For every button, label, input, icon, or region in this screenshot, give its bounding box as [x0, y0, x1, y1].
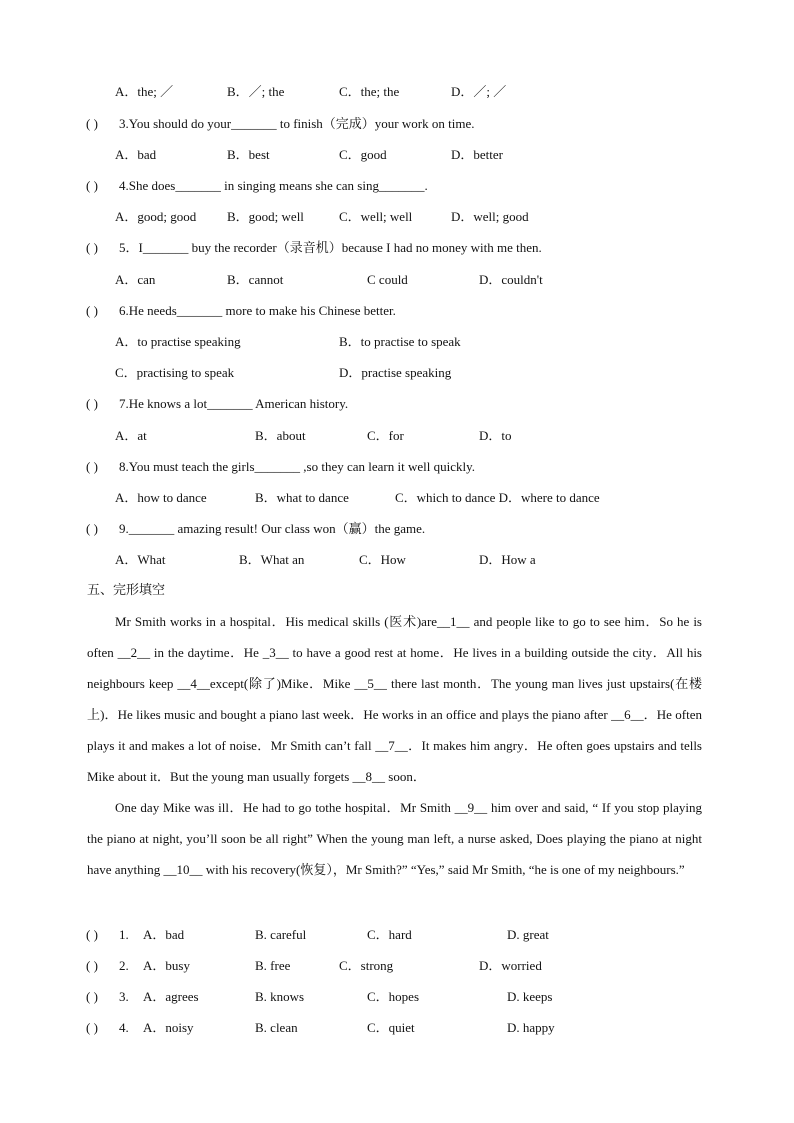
q9-option-a[interactable]: A．What: [115, 552, 166, 567]
q5-option-b[interactable]: B．cannot: [227, 272, 284, 287]
c3-option-c[interactable]: C．hopes: [367, 989, 420, 1004]
q5-option-c[interactable]: C could: [367, 272, 408, 287]
q3-option-a[interactable]: A．bad: [115, 147, 157, 162]
c1-answer-bracket[interactable]: ( ): [86, 927, 98, 942]
c2-option-a[interactable]: A．busy: [143, 958, 190, 973]
q9-question: 9._______ amazing result! Our class won（赢）the game.: [119, 521, 426, 536]
q9-option-d[interactable]: D．How a: [479, 552, 536, 567]
q4-option-c[interactable]: C．well; well: [339, 209, 413, 224]
q5-option-d[interactable]: D．couldn't: [479, 272, 543, 287]
q4-option-d[interactable]: D．well; good: [451, 209, 529, 224]
c1-number: 1.: [119, 927, 129, 942]
q9-option-b[interactable]: B．What an: [239, 552, 305, 567]
q7-option-a[interactable]: A．at: [115, 428, 147, 443]
c1-option-c[interactable]: C．hard: [367, 927, 412, 942]
q8-option-b[interactable]: B．what to dance: [255, 490, 349, 505]
q4-option-a[interactable]: A．good; good: [115, 209, 197, 224]
c3-option-d[interactable]: D. keeps: [507, 989, 553, 1004]
c4-option-b[interactable]: B. clean: [255, 1020, 298, 1035]
q7-option-b[interactable]: B．about: [255, 428, 306, 443]
q6-question: 6.He needs_______ more to make his Chinese better.: [119, 303, 396, 318]
q8-option-a[interactable]: A．how to dance: [115, 490, 207, 505]
q9-answer-bracket[interactable]: ( ): [86, 521, 98, 536]
q3-option-d[interactable]: D．better: [451, 147, 503, 162]
c1-option-a[interactable]: A．bad: [143, 927, 185, 942]
c4-option-c[interactable]: C．quiet: [367, 1020, 415, 1035]
c3-option-a[interactable]: A．agrees: [143, 989, 199, 1004]
q6-answer-bracket[interactable]: ( ): [86, 303, 98, 318]
q5-option-a[interactable]: A．can: [115, 272, 156, 287]
q4-option-b[interactable]: B．good; well: [227, 209, 304, 224]
q2-option-d[interactable]: D．／; ／: [451, 84, 507, 99]
c4-number: 4.: [119, 1020, 129, 1035]
q5-answer-bracket[interactable]: ( ): [86, 240, 98, 255]
c2-option-b[interactable]: B. free: [255, 958, 291, 973]
q6-option-a[interactable]: A．to practise speaking: [115, 334, 241, 349]
q5-question: 5．I_______ buy the recorder（录音机）because I had no money with me then.: [119, 240, 542, 255]
c3-number: 3.: [119, 989, 129, 1004]
q2-option-c[interactable]: C．the; the: [339, 84, 400, 99]
q8-option-c-d[interactable]: C．which to dance D．where to dance: [395, 490, 600, 505]
q2-option-b[interactable]: B．／; the: [227, 84, 285, 99]
q3-option-b[interactable]: B．best: [227, 147, 270, 162]
q4-question: 4.She does_______ in singing means she can sing_______.: [119, 178, 428, 193]
q8-answer-bracket[interactable]: ( ): [86, 459, 98, 474]
c2-option-c[interactable]: C．strong: [339, 958, 394, 973]
q7-question: 7.He knows a lot_______ American history.: [119, 396, 349, 411]
c3-answer-bracket[interactable]: ( ): [86, 989, 98, 1004]
q4-answer-bracket[interactable]: ( ): [86, 178, 98, 193]
c2-number: 2.: [119, 958, 129, 973]
q7-option-d[interactable]: D．to: [479, 428, 512, 443]
cloze-passage-p2-text: One day Mike was ill．He had to go tothe hospital．Mr Smith __9__ him over and said, “ If you stop playing the piano at night, you’ll soon be all right” When the young man left, a nurse asked, Does playing the piano at night have anything __10__ with his recovery(恢复），Mr Smith?” “Yes,” said Mr Smith, “he is one of my neighbours.”: [87, 800, 702, 877]
c4-answer-bracket[interactable]: ( ): [86, 1020, 98, 1035]
c3-option-b[interactable]: B. knows: [255, 989, 305, 1004]
c4-option-d[interactable]: D. happy: [507, 1020, 555, 1035]
cloze-passage-paragraph-2: [87, 792, 702, 885]
c1-option-d[interactable]: D. great: [507, 927, 549, 942]
q6-option-b[interactable]: B．to practise to speak: [339, 334, 461, 349]
q8-question: 8.You must teach the girls_______ ,so they can learn it well quickly.: [119, 459, 476, 474]
c2-option-d[interactable]: D．worried: [479, 958, 542, 973]
cloze-passage-paragraph-1: [87, 606, 702, 792]
c1-option-b[interactable]: B. careful: [255, 927, 307, 942]
c2-answer-bracket[interactable]: ( ): [86, 958, 98, 973]
q3-option-c[interactable]: C．good: [339, 147, 387, 162]
q9-option-c[interactable]: C．How: [359, 552, 406, 567]
c4-option-a[interactable]: A．noisy: [143, 1020, 194, 1035]
cloze-passage-p1-text: Mr Smith works in a hospital．His medical skills (医术)are__1__ and people like to go to see him．So he is often __2__ in the daytime．He _3__ to have a good rest at home．He lives in a building outside the city．All his neighbours keep __4__except(除了)Mike．Mike __5__ there last month．The young man lives just upstairs(在楼上)．He likes music and bought a piano last week．He works in an office and plays the piano after __6__．He often plays it and makes a lot of noise．Mr Smith can’t fall __7__．It makes him angry．He often goes upstairs and tells Mike about it．But the young man usually forgets __8__ soon．: [87, 614, 702, 784]
section-heading-cloze: 五、完形填空: [87, 583, 166, 598]
q2-option-a[interactable]: A．the; ／: [115, 84, 174, 99]
q6-option-d[interactable]: D．practise speaking: [339, 365, 452, 380]
q7-option-c[interactable]: C．for: [367, 428, 404, 443]
q3-answer-bracket[interactable]: ( ): [86, 116, 98, 131]
q3-question: 3.You should do your_______ to finish（完成）your work on time.: [119, 116, 475, 131]
q7-answer-bracket[interactable]: ( ): [86, 396, 98, 411]
q6-option-c[interactable]: C．practising to speak: [115, 365, 235, 380]
